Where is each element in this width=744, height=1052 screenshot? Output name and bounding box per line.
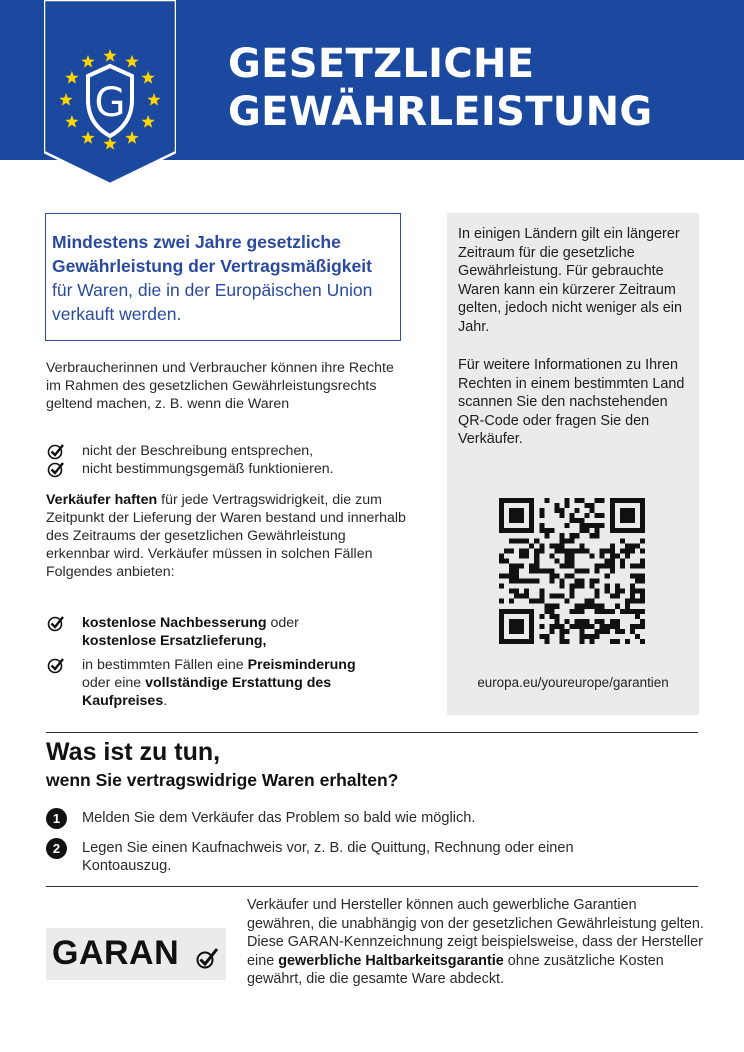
divider [46,886,698,887]
remedies-list [46,614,416,716]
shield-letter: G [94,80,126,126]
info-sidebar [447,213,699,715]
check-badge-icon [46,656,66,676]
section-subheading: wenn Sie vertragswidrige Waren erhalten? [46,770,399,790]
garan-text: GARAN [52,934,180,972]
garan-label [46,928,226,980]
qr-code-icon[interactable] [499,498,645,644]
step-item: 2 Legen Sie einen Kaufnachweis vor, z. B. die Quittung, Rechnung oder einen Kontoauszug. [46,839,666,875]
check-badge-icon [194,946,220,970]
divider [46,732,698,733]
rights-paragraph: Verbraucherinnen und Verbraucher können ihre Rechte im Rahmen des gesetzlichen Gewährleistungsrechts geltend machen, z. B. wenn die Waren [46,360,394,412]
sidebar-paragraph-2: Für weitere Informationen zu Ihren Rechten in einem bestimmten Land scannen Sie den nachstehenden QR-Code oder fragen Sie den Verkäufer. [458,357,685,447]
garan-description: Verkäufer und Hersteller können auch gewerbliche Garantien gewähren, die unabhängig von der gesetzlichen Gewährleistung gelten. Diese GARAN-Kennzeichnung zeigt beispielsweise, dass der Hersteller eine gewerbliche Haltbarkeitsgarantie ohne zusätzliche Kosten gewährt, die die gesamte Ware abdeckt. [247,897,704,987]
list-item: in bestimmten Fällen eine Preisminderung oder eine vollständige Erstattung des Kaufpreises. [46,656,416,710]
step-number-icon: 1 [46,808,67,829]
list-item: nicht bestimmungsgemäß funktionieren. [46,460,416,478]
sidebar-paragraph-1: In einigen Ländern gilt ein längerer Zeitraum für die gesetzliche Gewährleistung. Für gebrauchte Waren kann ein kürzerer Zeitraum gelten, jedoch nicht weniger als ein Jahr. [458,226,682,335]
check-badge-icon [46,442,66,462]
intro-bold: Mindestens zwei Jahre gesetzliche Gewährleistung der Vertragsmäßigkeit [52,232,372,276]
page-title: GESETZLICHE GEWÄHRLEISTUNG [228,41,653,135]
section-heading: Was ist zu tun, [46,738,221,766]
info-url[interactable]: europa.eu/youreurope/garantien [477,675,669,690]
list-item: kostenlose Nachbesserung oder kostenlose Ersatzlieferung, [46,614,416,650]
list-item: nicht der Beschreibung entsprechen, [46,442,416,460]
eu-shield-icon [44,0,176,184]
rights-list [46,442,416,478]
intro-box [45,213,401,341]
step-item: 1 Melden Sie dem Verkäufer das Problem so bald wie möglich. [46,809,666,827]
steps-list [46,809,666,887]
step-number-icon: 2 [46,838,67,859]
check-badge-icon [46,614,66,634]
check-badge-icon [46,460,66,480]
liability-paragraph: Verkäufer haften für jede Vertragswidrigkeit, die zum Zeitpunkt der Lieferung der Waren bestand und innerhalb des Zeitraums der gesetzlichen Gewährleistung erkennbar wird. Verkäufer müssen in solchen Fällen Folgendes anbieten: [46,492,406,580]
intro-rest: für Waren, die in der Europäischen Union verkauft werden. [52,280,373,324]
